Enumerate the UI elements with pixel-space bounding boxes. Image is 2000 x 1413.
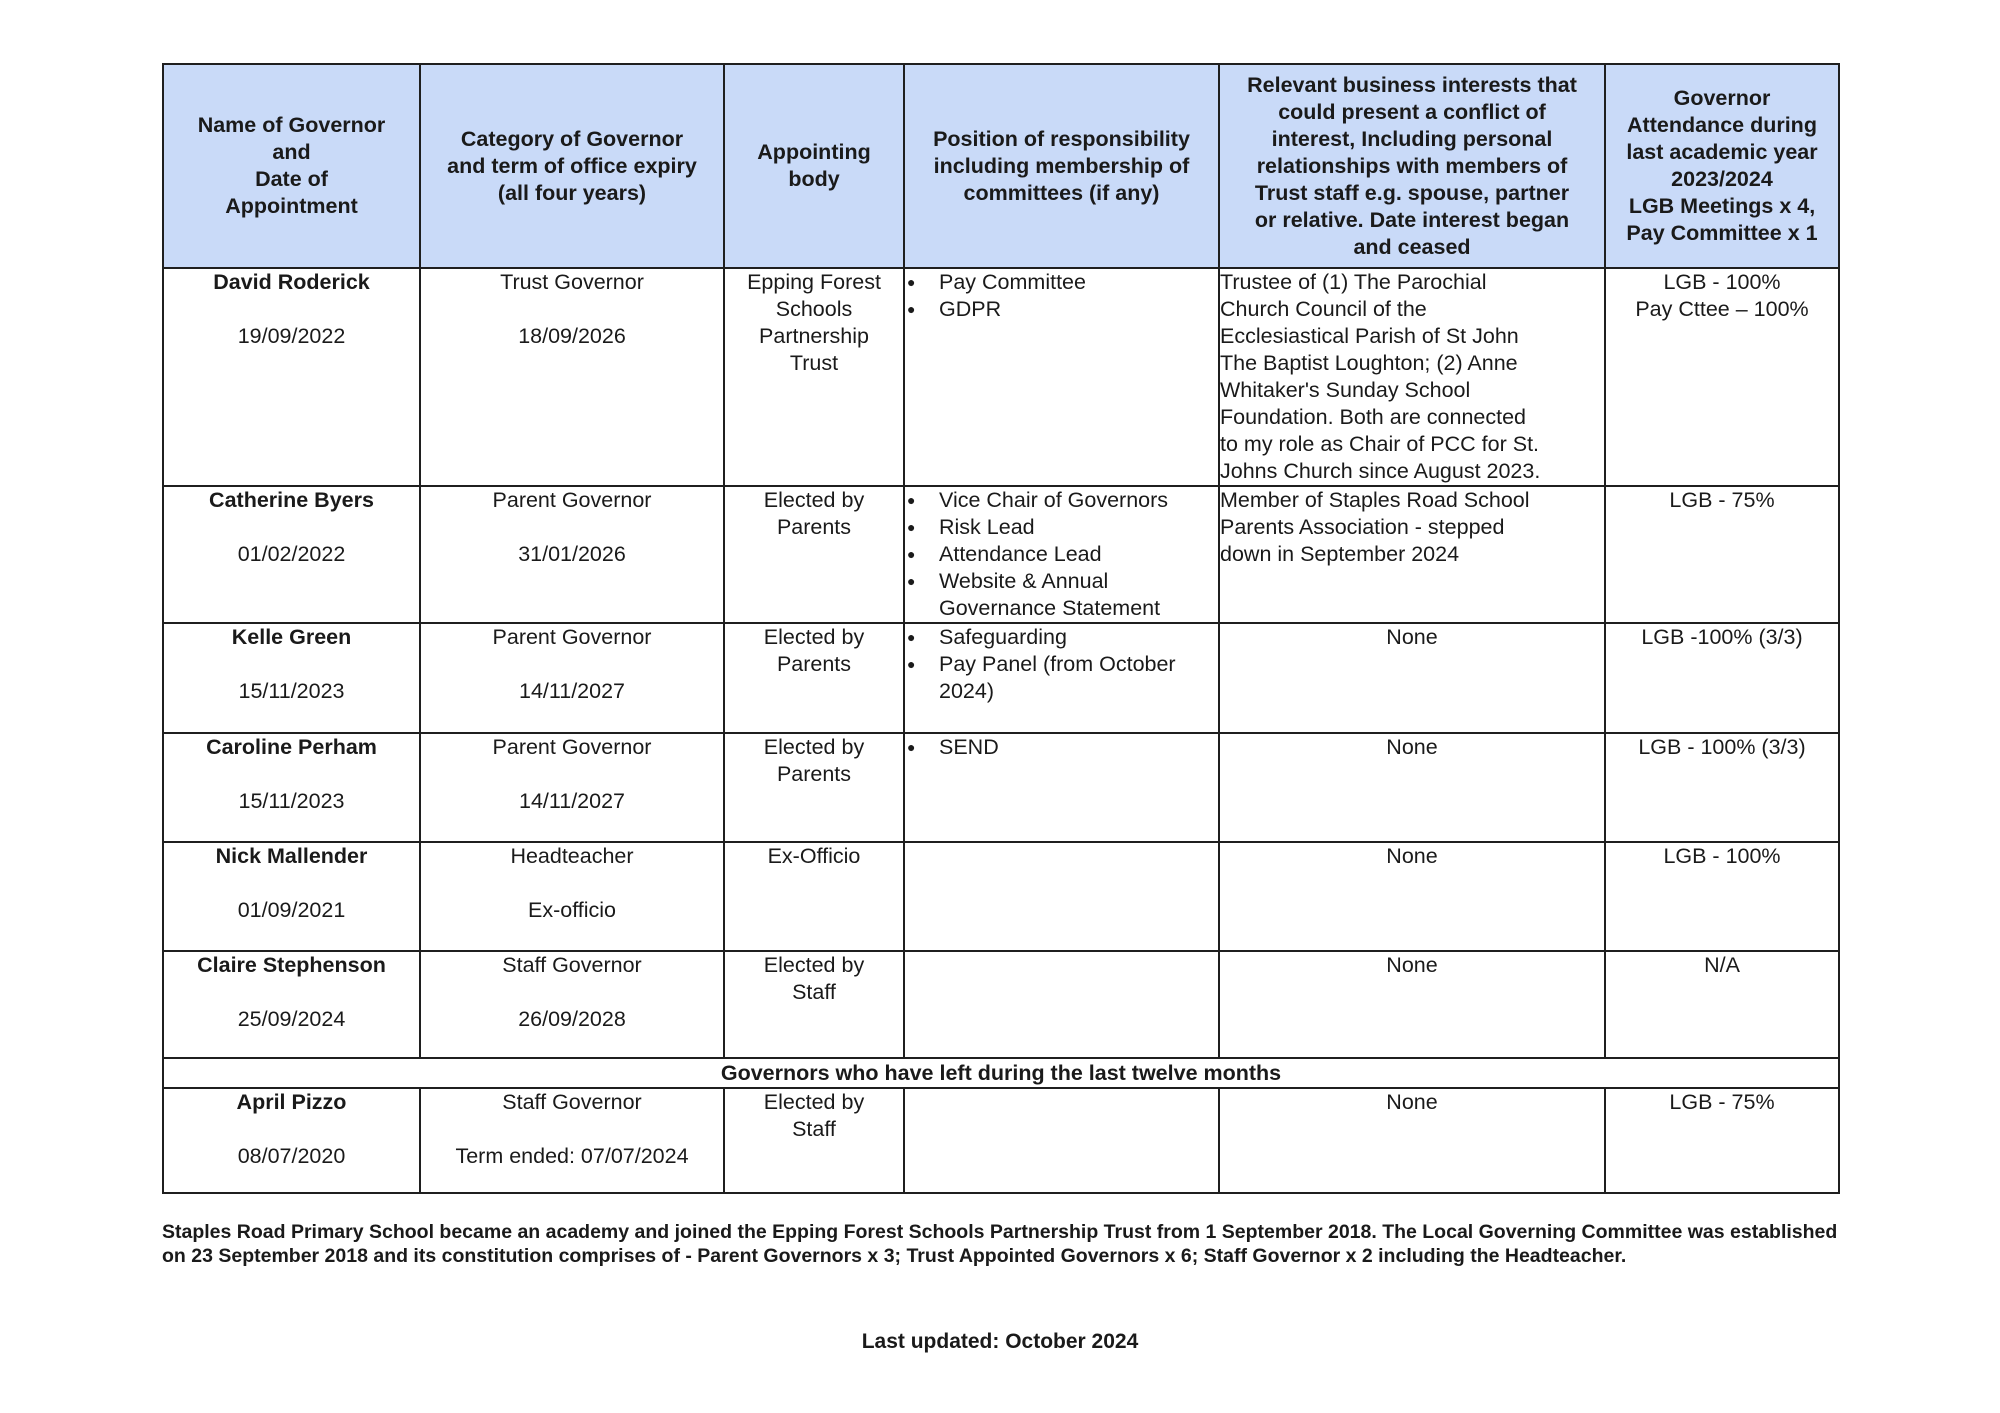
appointing-body: Epping Forest <box>747 270 881 294</box>
category-cell <box>420 842 724 951</box>
business-interest: to my role as Chair of PCC for St. <box>1220 432 1540 456</box>
governor-name-cell <box>163 486 420 623</box>
governor-name: Catherine Byers <box>209 488 374 512</box>
header-line: committees (if any) <box>963 180 1160 205</box>
governors-table-body <box>163 268 1839 1193</box>
governor-category: Parent Governor <box>492 735 652 759</box>
header-line: (all four years) <box>497 180 647 205</box>
positions-cell <box>904 623 1219 733</box>
section-row <box>163 1058 1839 1088</box>
attendance-value: Pay Cttee – 100% <box>1635 297 1809 321</box>
governor-name: Caroline Perham <box>206 735 377 759</box>
interests-cell <box>1219 951 1605 1058</box>
table-row <box>163 733 1839 842</box>
category-cell <box>420 733 724 842</box>
header-name <box>163 64 420 268</box>
header-line: and ceased <box>1353 234 1471 259</box>
term-expiry: 18/09/2026 <box>518 324 626 348</box>
term-expiry: Ex-officio <box>527 898 617 922</box>
appointing-body: Ex-Officio <box>767 844 861 868</box>
header-line: 2023/2024 <box>1671 167 1773 191</box>
appointment-date: 25/09/2024 <box>237 1007 346 1031</box>
appointing-body: Elected by <box>763 488 865 512</box>
appointing-body: Trust <box>789 351 839 375</box>
section-title: Governors who have left during the last twelve months <box>163 1058 1839 1088</box>
governor-name-cell <box>163 951 420 1058</box>
position-item: ● SEND <box>905 734 1218 761</box>
table-row <box>163 268 1839 486</box>
header-line: Position of responsibility <box>933 126 1190 151</box>
governor-name-cell <box>163 842 420 951</box>
governor-name: Claire Stephenson <box>197 953 386 977</box>
appointment-date: 15/11/2023 <box>238 789 345 813</box>
business-interest: Church Council of the <box>1220 297 1427 321</box>
appointing-body: Partnership <box>759 324 869 348</box>
appointing-body-cell <box>724 842 904 951</box>
header-line: including membership of <box>933 153 1190 178</box>
governor-category: Parent Governor <box>492 488 652 512</box>
appointing-body-cell <box>724 733 904 842</box>
governors-table <box>162 63 1840 1194</box>
appointing-body-cell <box>724 951 904 1058</box>
appointing-body: Schools <box>775 297 853 321</box>
header-line: last academic year <box>1626 140 1818 164</box>
attendance-cell <box>1605 951 1839 1058</box>
position-item: ● Pay Committee <box>905 269 1218 296</box>
header-line: and term of office expiry <box>447 153 697 178</box>
appointing-body: Parents <box>776 762 852 786</box>
attendance-cell <box>1605 1088 1839 1193</box>
governor-name-cell <box>163 268 420 486</box>
header-line: or relative. Date interest began <box>1254 207 1570 232</box>
term-expiry: 31/01/2026 <box>518 542 626 566</box>
position-item: ● GDPR <box>905 296 1218 323</box>
position-item: ● Safeguarding <box>905 624 1218 651</box>
attendance-value: LGB - 100% <box>1663 270 1781 294</box>
appointing-body: Staff <box>792 980 836 1004</box>
business-interest: None <box>1386 953 1438 977</box>
header-line: Name of Governor <box>197 113 386 137</box>
header-line: Attendance during <box>1627 113 1817 137</box>
business-interest: Trustee of (1) The Parochial <box>1220 270 1487 294</box>
positions-cell <box>904 486 1219 623</box>
header-line: Appointing <box>757 140 871 164</box>
header-category <box>420 64 724 268</box>
attendance-cell <box>1605 733 1839 842</box>
category-cell <box>420 486 724 623</box>
header-line: Category of Governor <box>460 126 684 151</box>
governor-name-cell <box>163 623 420 733</box>
attendance-cell <box>1605 842 1839 951</box>
header-line: Relevant business interests that <box>1247 72 1577 97</box>
appointing-body: Elected by <box>763 735 865 759</box>
appointing-body-cell <box>724 623 904 733</box>
interests-cell <box>1219 623 1605 733</box>
header-position <box>904 64 1219 268</box>
attendance-value: N/A <box>1704 953 1740 977</box>
positions-list <box>905 734 1218 761</box>
positions-cell <box>904 842 1219 951</box>
term-expiry: 14/11/2027 <box>518 679 625 703</box>
appointment-date: 01/02/2022 <box>237 542 346 566</box>
business-interest: None <box>1386 735 1438 759</box>
appointing-body-cell <box>724 1088 904 1193</box>
appointing-body-cell <box>724 486 904 623</box>
attendance-cell <box>1605 268 1839 486</box>
business-interest: Member of Staples Road School <box>1220 488 1530 512</box>
appointing-body-cell <box>724 268 904 486</box>
header-line: interest, Including personal <box>1271 126 1553 151</box>
attendance-value: LGB - 75% <box>1669 1090 1775 1114</box>
position-item: ● Website & Annual Governance Statement <box>905 568 1218 622</box>
category-cell <box>420 1088 724 1193</box>
header-line: Trust staff e.g. spouse, partner <box>1254 180 1570 205</box>
positions-list <box>905 487 1218 622</box>
business-interest: None <box>1386 625 1438 649</box>
governor-name-cell <box>163 1088 420 1193</box>
header-line: LGB Meetings x 4, <box>1628 194 1816 218</box>
business-interest: The Baptist Loughton; (2) Anne <box>1220 351 1518 375</box>
positions-cell <box>904 1088 1219 1193</box>
header-line: Pay Committee x 1 <box>1626 221 1818 245</box>
positions-cell <box>904 951 1219 1058</box>
table-row <box>163 623 1839 733</box>
business-interest: None <box>1386 1090 1438 1114</box>
table-row <box>163 486 1839 623</box>
governor-name-cell <box>163 733 420 842</box>
header-line: Date of <box>255 167 328 191</box>
position-item: ● Vice Chair of Governors <box>905 487 1218 514</box>
term-expiry: Term ended: 07/07/2024 <box>455 1144 689 1168</box>
table-row <box>163 1088 1839 1193</box>
appointing-body: Elected by <box>763 625 865 649</box>
header-line: body <box>788 167 840 191</box>
header-row <box>163 64 1839 268</box>
appointing-body: Elected by <box>763 1090 865 1114</box>
attendance-value: LGB - 100% (3/3) <box>1638 735 1806 759</box>
positions-cell <box>904 733 1219 842</box>
business-interest: Johns Church since August 2023. <box>1220 459 1541 483</box>
business-interest: Parents Association - stepped <box>1220 515 1505 539</box>
header-appointing-body <box>724 64 904 268</box>
governor-category: Staff Governor <box>502 953 642 977</box>
header-interests <box>1219 64 1605 268</box>
business-interest: down in September 2024 <box>1220 542 1460 566</box>
business-interest: Foundation. Both are connected <box>1220 405 1526 429</box>
attendance-value: LGB -100% (3/3) <box>1641 625 1803 649</box>
table-row <box>163 951 1839 1058</box>
position-item: ● Attendance Lead <box>905 541 1218 568</box>
business-interest: None <box>1386 844 1438 868</box>
header-attendance <box>1605 64 1839 268</box>
footnote: Staples Road Primary School became an academy and joined the Epping Forest Schools Partnership Trust from 1 September 2018. The Local Governing Committee was established on 23 September 2018 and its constitution comprises of - Parent Governors x 3; Trust Appointed Governors x 6; Staff Governor x 2 including the Headteacher. <box>162 1221 1838 1267</box>
business-interest: Whitaker's Sunday School <box>1220 378 1471 402</box>
governor-name: April Pizzo <box>236 1090 347 1114</box>
term-expiry: 14/11/2027 <box>518 789 625 813</box>
category-cell <box>420 951 724 1058</box>
appointment-date: 15/11/2023 <box>238 679 345 703</box>
category-cell <box>420 623 724 733</box>
appointing-body: Staff <box>792 1117 836 1141</box>
category-cell <box>420 268 724 486</box>
governor-category: Trust Governor <box>500 270 644 294</box>
header-line: Governor <box>1673 86 1771 110</box>
appointing-body: Elected by <box>763 953 865 977</box>
attendance-value: LGB - 100% <box>1663 844 1781 868</box>
appointing-body: Parents <box>776 515 852 539</box>
appointing-body: Parents <box>776 652 852 676</box>
attendance-value: LGB - 75% <box>1669 488 1775 512</box>
table-row <box>163 842 1839 951</box>
positions-cell <box>904 268 1219 486</box>
header-line: and <box>272 140 311 164</box>
header-line: could present a conflict of <box>1278 99 1546 124</box>
governor-category: Parent Governor <box>492 625 652 649</box>
interests-cell <box>1219 842 1605 951</box>
appointment-date: 01/09/2021 <box>237 898 346 922</box>
last-updated: Last updated: October 2024 <box>861 1330 1139 1353</box>
governor-name: Nick Mallender <box>215 844 368 868</box>
governor-category: Headteacher <box>510 844 634 868</box>
appointment-date: 19/09/2022 <box>237 324 346 348</box>
interests-cell <box>1219 486 1605 623</box>
attendance-cell <box>1605 623 1839 733</box>
term-expiry: 26/09/2028 <box>518 1007 626 1031</box>
governor-name: Kelle Green <box>231 625 352 649</box>
header-line: Appointment <box>225 194 358 218</box>
attendance-cell <box>1605 486 1839 623</box>
interests-cell <box>1219 268 1605 486</box>
positions-list <box>905 624 1218 705</box>
governor-category: Staff Governor <box>502 1090 642 1114</box>
header-line: relationships with members of <box>1256 153 1568 178</box>
position-item: ● Risk Lead <box>905 514 1218 541</box>
business-interest: Ecclesiastical Parish of St John <box>1220 324 1519 348</box>
positions-list <box>905 269 1218 323</box>
interests-cell <box>1219 733 1605 842</box>
interests-cell <box>1219 1088 1605 1193</box>
governor-name: David Roderick <box>213 270 370 294</box>
position-item: ● Pay Panel (from October 2024) <box>905 651 1218 705</box>
appointment-date: 08/07/2020 <box>237 1144 346 1168</box>
